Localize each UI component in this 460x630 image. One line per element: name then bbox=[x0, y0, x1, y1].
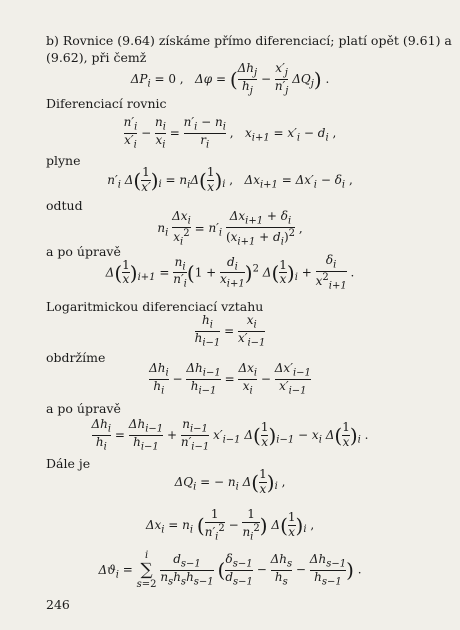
text-odtud: odtud bbox=[46, 198, 83, 213]
equation-6: $\frac{h_i}{h_{i-1}}$ = $\frac{x_i}{x'_{i-1}}$ bbox=[194, 313, 266, 349]
intro-line-2: (9.62), při čemž bbox=[46, 50, 147, 65]
text-dale-je: Dále je bbox=[46, 456, 91, 471]
equation-4: $n_i$ $\frac{\Delta x_i}{x_i^2}$ = $n'_i$ $\frac{\Delta x_{i+1} + \delta_i}{(x_{i+1} + d_i)^2}$ , bbox=[157, 209, 303, 248]
equation-1: $\Delta P_i = 0$ , Δφ = ( $\frac{\Delta h_j}{h_j}$ − $\frac{x'_j}{n'_j}$ $\Delta Q_j$) . bbox=[130, 61, 330, 97]
equation-2: $\frac{n'_i}{x'_i}$ − $\frac{n_i}{x_i}$ = $\frac{n'_i - n_i}{r_i}$ , $x_{i+1} = x'_i - d_i$ , bbox=[123, 115, 337, 151]
text-po-uprave-2: a po úpravě bbox=[46, 401, 121, 416]
intro-line-1: b) Rovnice (9.64) získáme přímo diferenciací; platí opět (9.61) a bbox=[46, 33, 452, 48]
text-plyne: plyne bbox=[46, 153, 81, 168]
text-logaritmickou: Logaritmickou diferenciací vztahu bbox=[46, 299, 264, 314]
equation-7: $\frac{\Delta h_i}{h_i}$ − $\frac{\Delta h_{i-1}}{h_{i-1}}$ = $\frac{\Delta x_i}{x_i}$ − $\frac{\Delta x'_{i-1}}{x'_{i-1}}$ bbox=[149, 361, 311, 397]
equation-8: $\frac{\Delta h_i}{h_i}$ = $\frac{\Delta h_{i-1}}{h_{i-1}}$ + $\frac{n_{i-1}}{n'_{i-1}}$ $x'_{i-1}$ Δ( $\frac{1}{x}$ )$_{i-1} - x_i$ Δ( $\frac{1}{x}$ )$_i$ . bbox=[91, 417, 369, 453]
equation-10: $\Delta x_i = n_i$ ( $\frac{1}{n'_i^2}$ − $\frac{1}{n_i^2}$ ) Δ( $\frac{1}{x}$ )$_i$ , bbox=[145, 507, 315, 543]
equation-9: $\Delta Q_i$ = − $n_i$ Δ( $\frac{1}{x}$ )$_i$ , bbox=[174, 467, 286, 496]
equation-5: Δ( $\frac{1}{x}$ )$_{i+1}$ = $\frac{n_i}{n'_i}$ (1 + $\frac{d_i}{x_{i+1}}$ )$^2$ Δ( $\frac{1}{x}$ )$_i$ + $\frac{\delta_i}{x^2_{i+1}}$ . bbox=[105, 253, 355, 292]
equation-3: $n'_i$ Δ( $\frac{1}{x'}$ )$_i = n_i\Delta$( $\frac{1}{x}$ )$_i$ , $\Delta x_{i+1} = \Delta x'_i - \delta_i$ , bbox=[107, 165, 353, 194]
text-obdrzime: obdržíme bbox=[46, 350, 106, 365]
text-diferenciaci: Diferenciací rovnic bbox=[46, 96, 167, 111]
text-po-uprave-1: a po úpravě bbox=[46, 244, 121, 259]
page-number: 246 bbox=[46, 597, 70, 612]
equation-11: $\Delta ϑ_i$ = i ∑ s=2 $\frac{d_{s-1}}{n_sh_sh_{s-1}}$ ( $\frac{\delta_{s-1}}{d_{s-1}}$ − $\frac{\Delta h_s}{h_s}$ − $\frac{\Delta h_{s-1}}{h_{s-1}}$ ) . bbox=[98, 550, 362, 590]
